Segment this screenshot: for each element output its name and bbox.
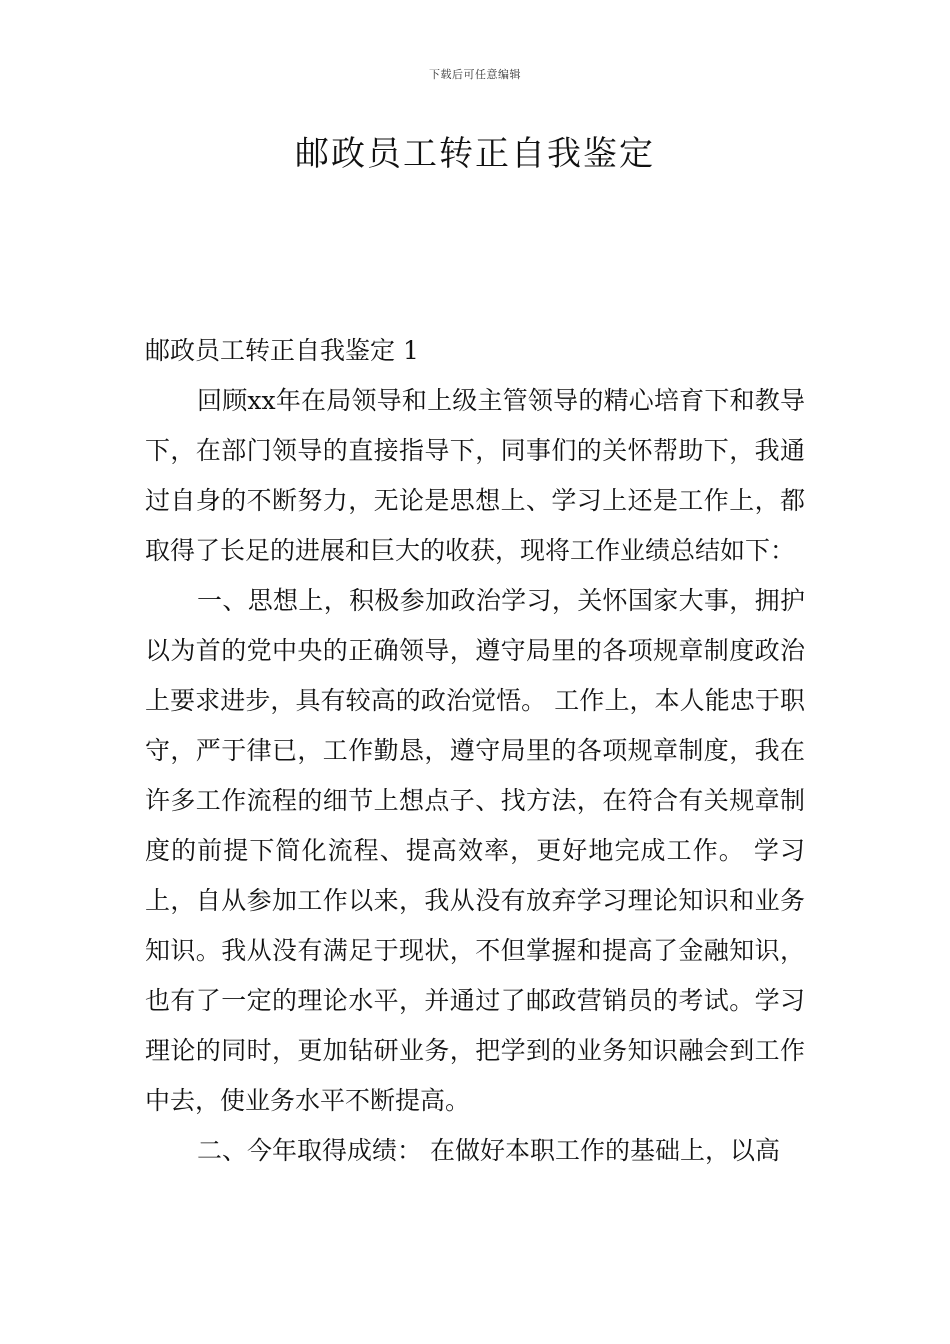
header-note: 下载后可任意编辑 xyxy=(429,68,521,81)
document-body xyxy=(145,326,805,1176)
paragraph-review: 回顾xx年在局领导和上级主管领导的精心培育下和教导下，在部门领导的直接指导下，同事们的关怀帮助下，我通过自身的不断努力，无论是思想上、学习上还是工作上，都取得了长足的进展和巨大的收获，现将工作业绩总结如下： xyxy=(145,386,805,565)
section-heading: 邮政员工转正自我鉴定 1 xyxy=(145,336,419,365)
paragraph-thought-work-study: 一、思想上，积极参加政治学习，关怀国家大事，拥护以为首的党中央的正确领导，遵守局里的各项规章制度政治上要求进步，具有较高的政治觉悟。 工作上，本人能忠于职守，严于律已，工作勤恳，遵守局里的各项规章制度，我在许多工作流程的细节上想点子、找方法，在符合有关规章制度的前提下简化流程、提高效率，更好地完成工作。 学习上，自从参加工作以来，我从没有放弃学习理论知识和业务知识。我从没有满足于现状，不但掌握和提高了金融知识，也有了一定的理论水平，并通过了邮政营销员的考试。学习理论的同时，更加钻研业务，把学到的业务知识融会到工作中去，使业务水平不断提高。 xyxy=(145,586,805,1115)
paragraph-achievements: 二、今年取得成绩： 在做好本职工作的基础上，以高 xyxy=(197,1136,780,1165)
document-title: 邮政员工转正自我鉴定 xyxy=(295,134,655,174)
